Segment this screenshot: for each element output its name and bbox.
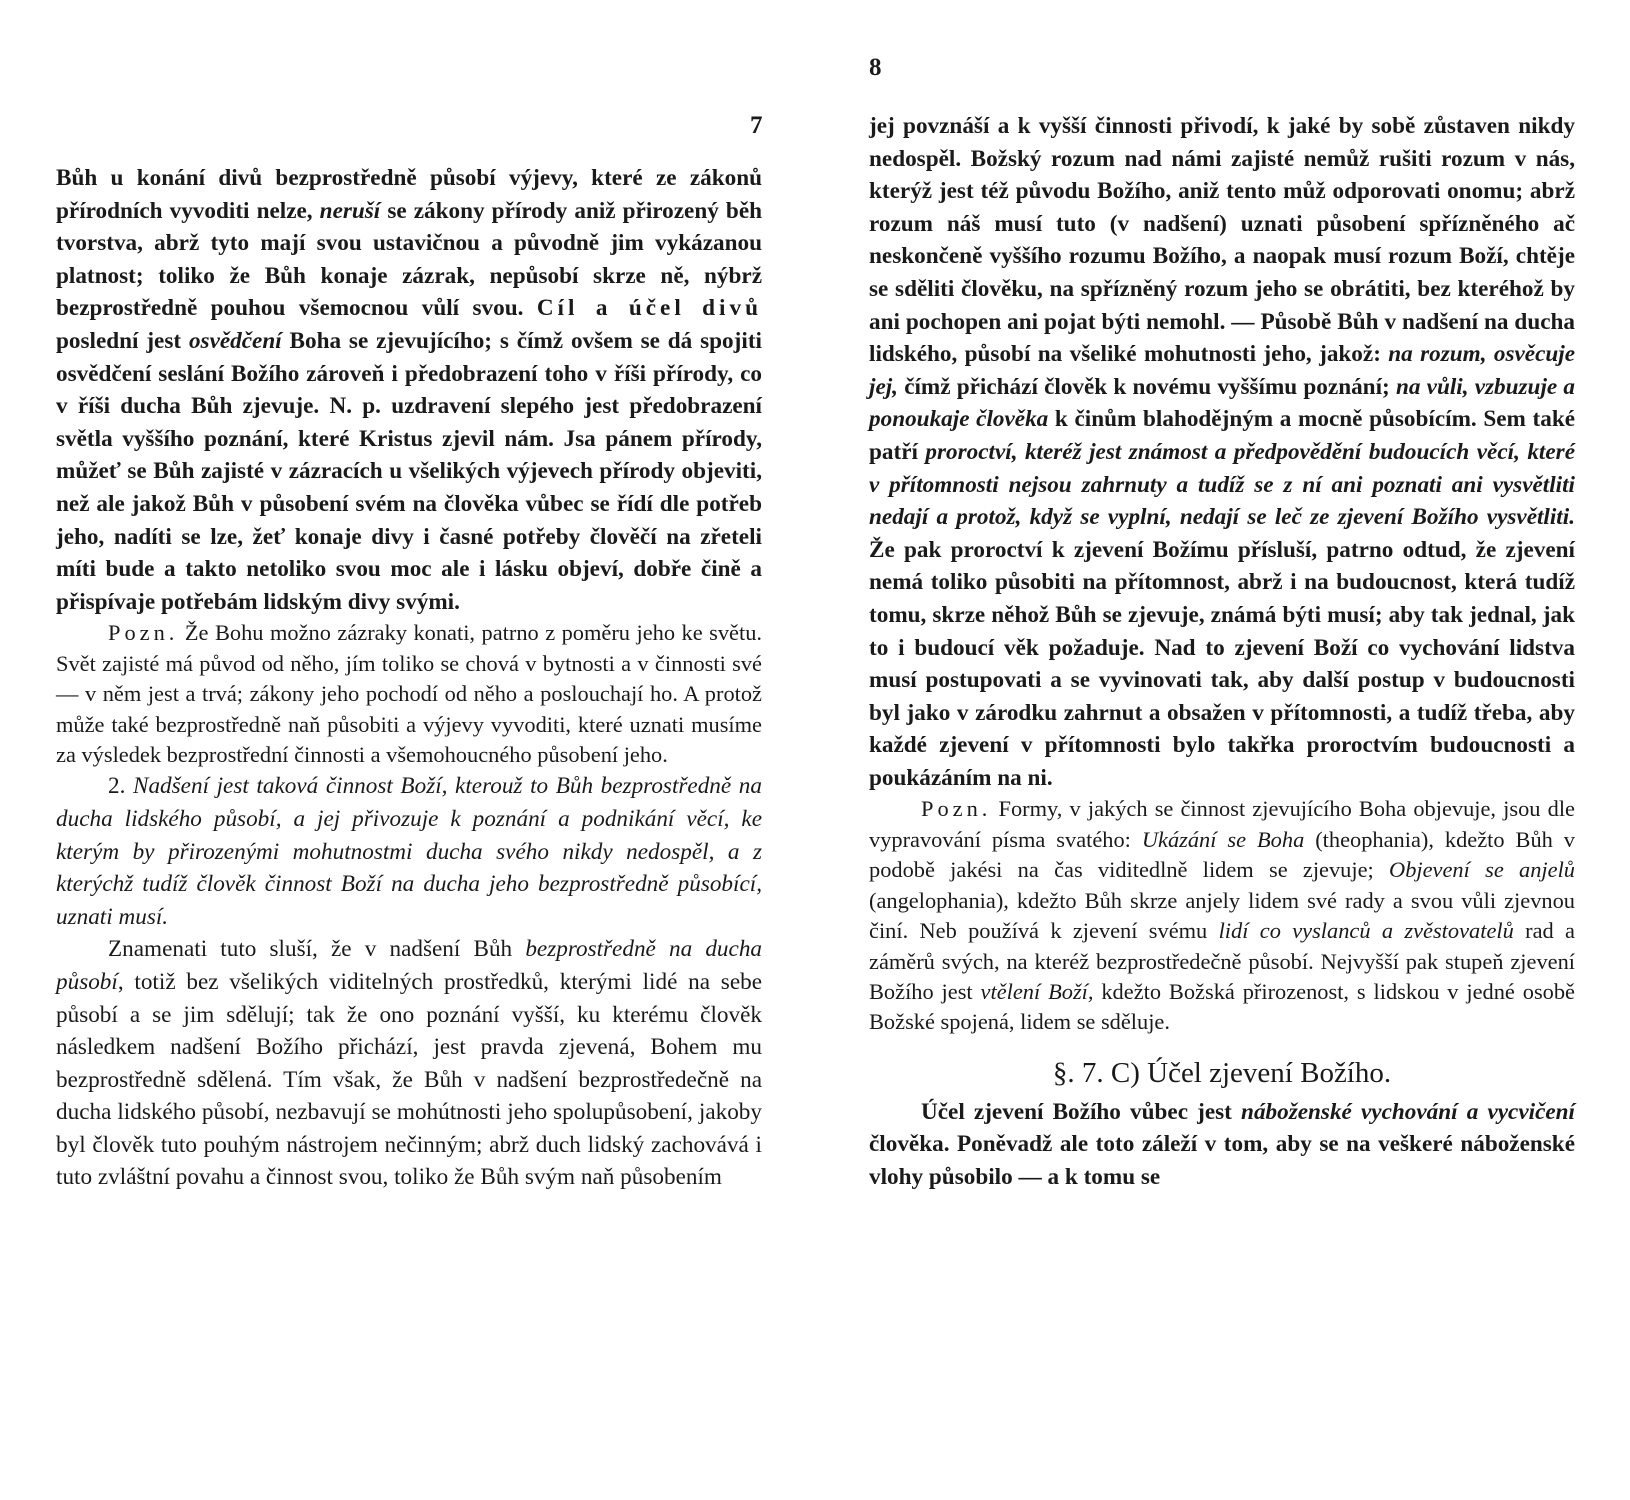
italic-run: Ukázání se Boha bbox=[1141, 826, 1305, 852]
page-number: 7 bbox=[750, 112, 763, 139]
text-column bbox=[56, 162, 762, 1194]
text-run: Formy, v jakých se činnost zjevujícího Boha objevuje, jsou dle vypravování písma svatého: bbox=[869, 796, 1575, 852]
italic-run: bezprostředně na ducha působí bbox=[56, 936, 763, 995]
italic-run: osvědčení bbox=[188, 327, 282, 354]
text-run: jej povznáší a k vyšší činnosti přivodí, k jaké by sobě zůstaven nikdy nedospěl. Božský rozum nad námi zajisté nemůž rušiti rozum v nás, kterýž jest též původu Božího, aniž tento můž odporovati onomu; abrž rozum náš musí tuto (v nadšení) uznati působení spřízněného ač neskončeně vyššího rozumu Božího, a naopak musí rozum Boží, chtěje se sděliti člověku, na spřízněný rozum jeho se obrátiti, bez kteréhož by ani pochopen ani pojat býti nemohl. — Působě Bůh v nadšení na ducha lidského, působí na všeliké mohutnosti jeho, jakož: bbox=[869, 113, 1575, 368]
note-paragraph bbox=[869, 794, 1575, 1037]
text-run: Že Bohu možno zázraky konati, patrno z poměru jeho ke světu. Svět zajisté má původ od něho, jím toliko se chová v bytnosti a v činnosti své — v něm jest a trvá; zákony jeho pochodí od něho a poslouchají ho. A protož může také bezprostředně naň působiti a výjevy vyvoditi, které uznati musíme za výsledek bezprostřední činnosti a všemohoucného působení jeho. bbox=[56, 620, 762, 767]
paragraph-purpose bbox=[869, 1096, 1575, 1194]
paragraph-continuation bbox=[869, 110, 1575, 794]
italic-run: neruší bbox=[319, 197, 381, 224]
text-run: poslední jest bbox=[56, 327, 189, 354]
text-run: se zákony přírody aniž přirozený běh tvorstva, abrž tyto mají svou ustavičnou a původně jim vykázanou platnost; toliko že Bůh konaje zázrak, nepůsobí skrze ně, nýbrž bezprostředně pouhou všemocnou vůlí svou. bbox=[56, 197, 763, 322]
italic-run: lidí co vyslanců a zvěstovatelů bbox=[1218, 918, 1514, 944]
italic-run: Nadšení jest taková činnost Boží, kterouž to Bůh bezprostředně na ducha lidského působí, a jej přivozuje k poznání a podnikání věcí, ke kterým by přirozenými mohutnostmi ducha svého nikdy nedospěl, a z kterýchž tudíž člověk činnost Boží na ducha jeho bezprostředně působící, uznati musí. bbox=[56, 773, 762, 930]
text-run: Že pak proroctví k zjevení Božímu přísluší, patrno odtud, že zjevení nemá toliko působiti na přítomnost, abrž i na budoucnost, která tudíž tomu, skrze něhož Bůh se zjevuje, známá býti musí; aby tak jednal, jak to i budoucí věk požaduje. Nad to zjevení Boží co vychování lidstva musí postupovati a se vyvinovati tak, aby další postup v budoucnosti byl jako v zárodku zahrnut a obsažen v přítomnosti, a tudíž třeba, aby každé zjevení v přítomnosti bylo takřka proroctvím budoucnosti a poukázáním na ni. bbox=[869, 536, 1575, 791]
note-label: Pozn. bbox=[921, 796, 992, 822]
italic-run: náboženské vychování a vycvičení bbox=[1241, 1098, 1575, 1125]
italic-run: Objevení se anjelů bbox=[1389, 857, 1575, 883]
text-run: čímž přichází člověk k novému vyššímu poznání; bbox=[897, 373, 1396, 400]
text-run: Bůh u konání divů bezprostředně působí výjevy, které ze zákonů přírodních vyvoditi nelze, bbox=[56, 165, 762, 224]
text-run: Boha se zjevujícího; s čímž ovšem se dá spojiti osvědčení seslání Božího zároveň i předobrazení toho v říši přírody, co v říši ducha Bůh zjevuje. N. p. uzdravení slepého jest předobrazení světla vyššího poznání, které Kristus zjevil nám. Jsa pánem přírody, můžeť se Bůh zajisté v zázracích u všelikých výjevech přírody objeviti, než ale jakož Bůh v působení svém na člověka vůbec se řídí dle potřeb jeho, nadíti se lze, žeť konaje divy i časné potřeby člověčí na zřeteli míti bude a takto netoliko svou moc ale i lásku objeví, dobře čině a přispívaje potřebám lidským divy svými. bbox=[56, 327, 762, 615]
section-heading: §. 7. C) Účel zjevení Božího. bbox=[1052, 1056, 1392, 1089]
note-paragraph bbox=[56, 618, 762, 770]
text-run: (theophania), kdežto Bůh v podobě jakési na čas viditedlně lidem se zjevuje; bbox=[869, 826, 1575, 883]
italic-run: na vůli, vzbuzuje a ponoukaje člověka bbox=[869, 373, 1575, 433]
note-label: Pozn. bbox=[108, 620, 179, 646]
italic-run: na rozum, osvěcuje jej, bbox=[869, 341, 1575, 400]
text-run: člověka. Poněvadž ale toto záleží v tom, aby se na veškeré náboženské vlohy působilo — a k tomu se bbox=[869, 1131, 1575, 1190]
spaced-run: Cíl a účel divů bbox=[536, 295, 762, 322]
paragraph-inspiration-definition bbox=[56, 770, 762, 933]
text-run: (angelophania), kdežto Bůh skrze anjely lidem své rady a svou vůli zjevnou činí. Neb používá k zjevení svému bbox=[869, 887, 1575, 944]
text-run: rad a záměrů svých, na kteréž bezprostředečně působí. Nejvyšší pak stupeň zjevení Božího jest bbox=[869, 918, 1575, 1004]
text-run: Znamenati tuto sluší, že v nadšení Bůh bbox=[108, 936, 526, 963]
text-run: k činům blahodějným a mocně působícím. Sem také patří bbox=[869, 406, 1576, 465]
text-run: 2. bbox=[108, 773, 133, 800]
paragraph-miracles bbox=[56, 162, 762, 618]
text-run: , totiž bez všelikých viditelných prostředků, kterými lidé na sebe působí a se jim sdělují; tak že ono poznání vyšší, ku kterému člověk následkem nadšení Božího přichází, jest pravda zjevená, Bohem mu bezprostředně sdělená. Tím však, že Bůh v nadšení bezprostředečně na ducha lidského působí, nezbavují se mohútnosti jeho spolupůsobení, jakoby byl člověk tuto pouhým nástrojem nečinným; abrž duch lidský zachovává i tuto zvláštní povahu a činnost svou, toliko že Bůh svým naň působením bbox=[56, 968, 762, 1191]
paragraph-inspiration-explanation bbox=[56, 933, 762, 1194]
text-column bbox=[869, 110, 1575, 1194]
text-run: Účel zjevení Božího vůbec jest bbox=[921, 1098, 1242, 1125]
page-number: 8 bbox=[869, 54, 882, 81]
italic-run: proroctví, kteréž jest známost a předpovědění budoucích věcí, které v přítomnosti nejsou zahrnuty a tudíž se z ní ani poznati ani vysvětliti nedají a protož, když se vyplní, nedají se leč ze zjevení Božího vysvětliti. bbox=[869, 438, 1575, 531]
italic-run: vtělení Boží, bbox=[980, 978, 1094, 1004]
text-run: kdežto Božská přirozenost, s lidskou v jedné osobě Božské spojená, lidem se sděluje. bbox=[869, 978, 1575, 1035]
